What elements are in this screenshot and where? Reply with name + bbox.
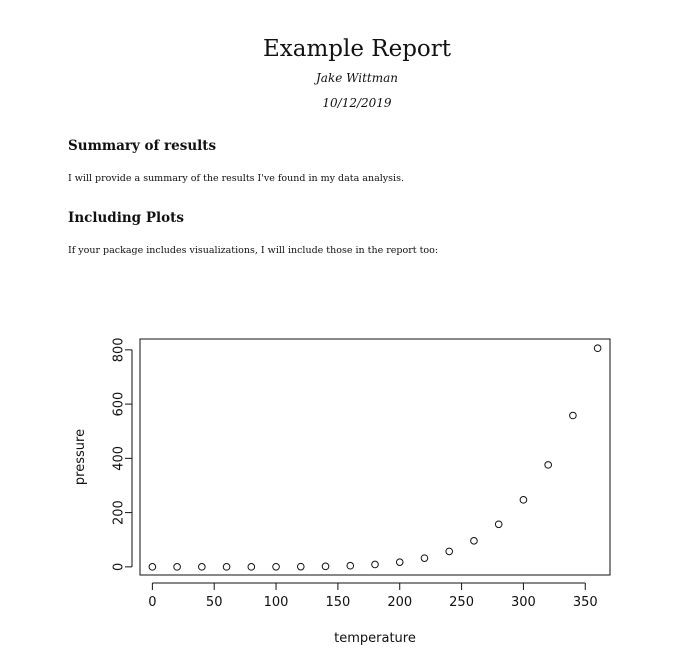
y-tick-label: 0 xyxy=(111,562,127,572)
data-point xyxy=(223,564,230,571)
y-tick-label: 600 xyxy=(111,391,127,417)
data-point xyxy=(248,564,255,571)
x-tick-label: 50 xyxy=(205,595,223,610)
y-tick-label: 400 xyxy=(111,445,127,471)
x-tick-label: 200 xyxy=(387,595,413,610)
report-author: Jake Wittman xyxy=(315,71,399,85)
y-axis xyxy=(112,337,133,571)
section-heading-summary: Summary of results xyxy=(68,138,217,154)
y-tick-label: 200 xyxy=(111,500,127,526)
x-tick-label: 250 xyxy=(449,595,474,610)
data-point xyxy=(347,562,354,569)
x-tick-label: 0 xyxy=(148,595,157,610)
data-point xyxy=(446,548,453,555)
data-point xyxy=(372,561,379,568)
data-point xyxy=(322,563,329,570)
data-point xyxy=(495,521,502,528)
data-points xyxy=(149,345,601,570)
data-point xyxy=(149,564,156,571)
data-point xyxy=(199,564,206,571)
report-date: 10/12/2019 xyxy=(322,96,392,110)
x-tick-label: 150 xyxy=(325,595,351,610)
y-tick-label: 800 xyxy=(111,337,127,363)
x-axis-label: temperature xyxy=(334,631,416,646)
x-axis xyxy=(148,583,597,610)
x-tick-label: 350 xyxy=(572,595,598,610)
data-point xyxy=(396,559,403,566)
data-point xyxy=(174,564,181,571)
data-point xyxy=(545,462,552,469)
data-point xyxy=(520,497,527,504)
section-heading-plots: Including Plots xyxy=(68,210,184,226)
data-point xyxy=(297,563,304,570)
data-point xyxy=(421,555,428,562)
data-point xyxy=(273,563,280,570)
section-text-summary: I will provide a summary of the results I've found in my data analysis. xyxy=(68,173,404,184)
plot-frame xyxy=(140,339,610,575)
data-point xyxy=(594,345,601,352)
data-point xyxy=(570,412,577,419)
y-axis-label: pressure xyxy=(73,428,88,486)
report-title: Example Report xyxy=(262,36,452,62)
section-text-plots: If your package includes visualizations, I will include those in the report too: xyxy=(68,245,439,256)
x-tick-label: 300 xyxy=(511,595,536,610)
data-point xyxy=(471,538,478,545)
x-tick-label: 100 xyxy=(263,595,289,610)
